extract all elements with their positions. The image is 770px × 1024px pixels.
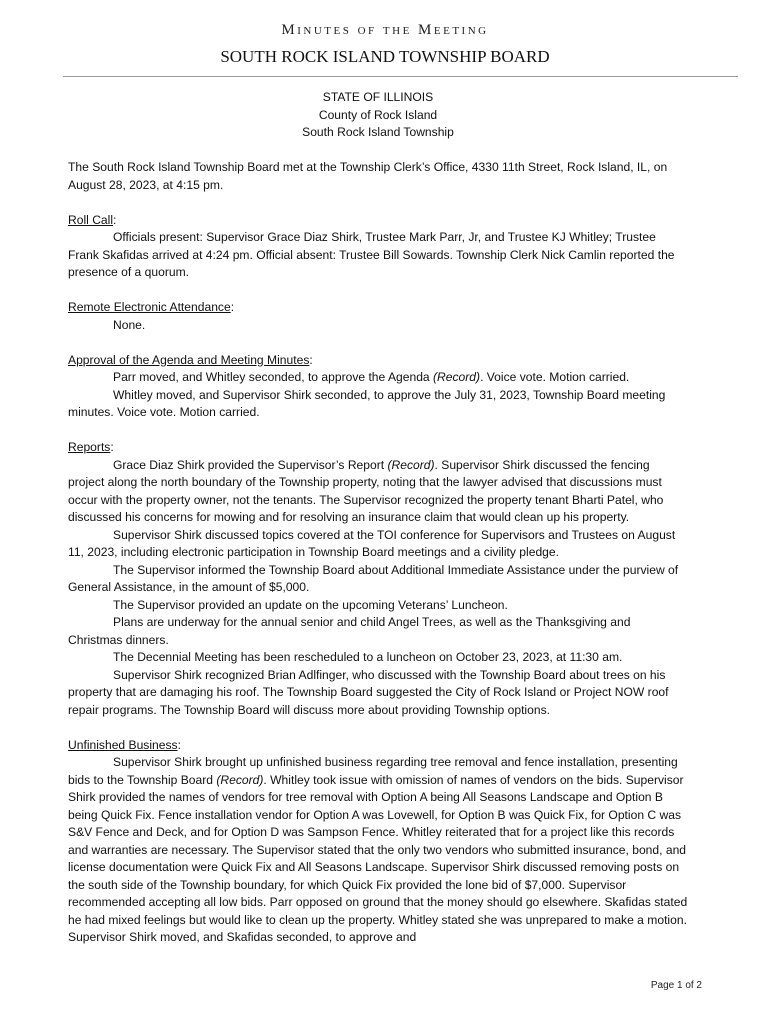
reports-paragraph: Supervisor Shirk discussed topics covered at the TOI conference for Supervisors and Trustees on August 11, 2023, including electronic participation in Township Board meetings and a civility pledge. <box>68 527 676 559</box>
reports-paragraph: The Supervisor provided an update on the upcoming Veterans’ Luncheon. <box>113 597 508 612</box>
unfinished-business-heading: Unfinished Business: <box>68 737 181 752</box>
page-number: Page 1 of 2 <box>650 980 702 991</box>
header-divider <box>63 76 738 77</box>
reports-paragraph: Grace Diaz Shirk provided the Supervisor’s Report (Record). Supervisor Shirk discussed the fencing project along the north boundary of the Township property, noting that the lawyer advised that discussions must occur with the property owner, not the tenants. The Supervisor recognized the property tenant Bharti Patel, who discussed his concerns for mowing and for resolving an insurance claim that would clean up his property. <box>68 457 664 524</box>
reports-heading: Reports: <box>68 440 114 454</box>
county-line: County of Rock Island <box>318 107 438 122</box>
roll-call-heading: Roll Call: <box>68 212 117 227</box>
remote-attendance-heading: Remote Electronic Attendance: <box>68 300 235 314</box>
reports-paragraph: Supervisor Shirk recognized Brian Adlfinger, who discussed with the Township Board about trees on his property that are damaging his roof. The Township Board suggested the City of Rock Island or Project NOW roof repair programs. The Township Board will discuss more about providing Township options. <box>68 667 669 717</box>
approval-paragraph-agenda: Parr moved, and Whitley seconded, to approve the Agenda (Record). Voice vote. Motion carried. <box>113 370 630 384</box>
reports-paragraph: The Supervisor informed the Township Board about Additional Immediate Assistance under the purview of General Assistance, in the amount of $5,000. <box>68 562 679 594</box>
state-line: STATE OF ILLINOIS <box>322 90 434 104</box>
reports-paragraph: Plans are underway for the annual senior and child Angel Trees, as well as the Thanksgiving and Christmas dinners. <box>68 615 631 647</box>
approval-heading: Approval of the Agenda and Meeting Minutes: <box>68 352 313 367</box>
approval-paragraph-minutes: Whitley moved, and Supervisor Shirk seconded, to approve the July 31, 2023, Township Board meeting minutes. Voice vote. Motion carried. <box>68 387 666 419</box>
reports-paragraph: The Decennial Meeting has been rescheduled to a luncheon on October 23, 2023, at 11:30 am. <box>113 650 623 664</box>
remote-attendance-paragraph: None. <box>113 317 146 332</box>
intro-paragraph: The South Rock Island Township Board met at the Township Clerk’s Office, 4330 11th Street, Rock Island, IL, on August 28, 2023, at 4:15 pm. <box>68 160 668 192</box>
roll-call-paragraph: Officials present: Supervisor Grace Diaz Shirk, Trustee Mark Parr, Jr, and Trustee KJ Whitley; Trustee Frank Skafidas arrived at 4:24 pm. Official absent: Trustee Bill Sowards. Township Clerk Nick Camlin reported the presence of a quorum. <box>68 230 675 279</box>
minutes-title: Minutes of the Meeting <box>281 22 489 38</box>
unfinished-business-paragraph: Supervisor Shirk brought up unfinished business regarding tree removal and fence installation, presenting bids to the Township Board (Record). Whitley took issue with omission of names of vendors on the bids. Supervisor Shirk provided the names of vendors for tree removal with Option A being All Seasons Landscape and Option B being Quick Fix. Fence installation vendor for Option A was Lovewell, for Option B was Quick Fix, for Option C was S&V Fence and Deck, and for Option D was Sampson Fence. Whitley reiterated that for a project like this records and warranties are necessary. The Supervisor stated that the only two vendors who submitted insurance, bond, and license documentation were Quick Fix and All Seasons Landscape. Supervisor Shirk discussed removing posts on the south side of the Township boundary, for which Quick Fix provided the lone bid of $7,000. Supervisor recommended accepting all low bids. Parr opposed on ground that the money should go elsewhere. Skafidas stated he had mixed feelings but would like to clean up the property. Whitley stated she was unprepared to make a motion. Supervisor Shirk moved, and Skafidas seconded, to approve and <box>68 755 688 944</box>
board-title: SOUTH ROCK ISLAND TOWNSHIP BOARD <box>220 47 550 66</box>
township-line: South Rock Island Township <box>302 125 454 139</box>
document-body <box>68 89 688 947</box>
